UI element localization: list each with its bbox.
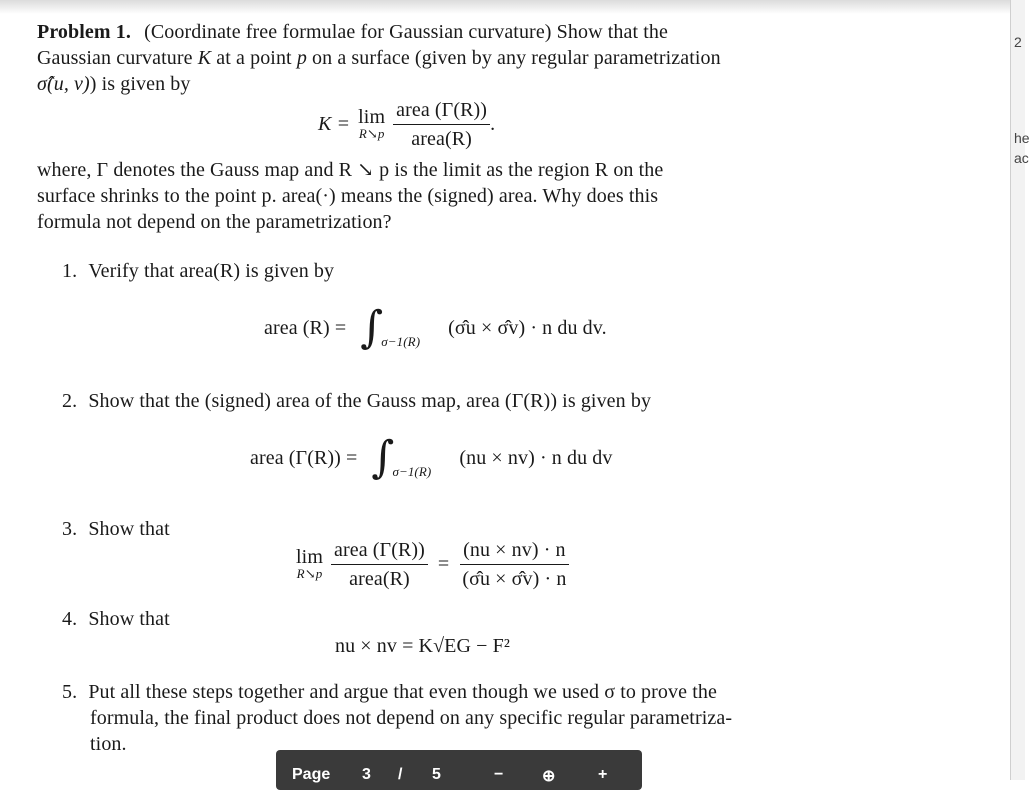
step-number: 4. [62, 608, 78, 630]
integral-sign: ∫ [360, 302, 384, 353]
limit-operator: lim R↘p [296, 546, 323, 581]
page-separator: / [398, 766, 403, 783]
where-line2: surface shrinks to the point p. area(·) means the (signed) area. Why does this [37, 185, 659, 207]
page-toolbar [276, 750, 642, 790]
step-number: 2. [62, 390, 78, 412]
zoom-out-icon[interactable]: − [494, 766, 504, 783]
step-5-line1: 5. Put all these steps together and argue that even though we used σ to prove the [62, 681, 717, 703]
step-3-text: 3. Show that [62, 518, 170, 540]
add-icon[interactable]: + [598, 766, 608, 783]
integral-sign: ∫ [371, 432, 395, 483]
step-number: 1. [62, 260, 78, 282]
problem-heading: Problem 1. [37, 21, 131, 43]
where-line1: where, Γ denotes the Gauss map and R ↘ p is the limit as the region R on the [37, 159, 664, 181]
problem-intro-line1: Problem 1. (Coordinate free formulae for Gaussian curvature) Show that the [37, 21, 668, 43]
step-4-formula: nu × nv = K√EG − F² [335, 635, 510, 657]
step-5-line2: formula, the final product does not depend on any specific regular parametriza- [90, 707, 733, 729]
top-shadow [0, 0, 1010, 14]
current-page-input[interactable]: 3 [362, 766, 371, 783]
main-formula: K = lim R↘p $\frac{\text{area (Γ(R))}}{\text{area(R)}}$ . [318, 98, 496, 150]
fraction-right: $\frac{(nu \times nv) \cdot n}{(\sigmâu \times \sigmâv) \cdot n}$ [459, 538, 569, 591]
step-3-formula: lim R↘p $\frac{\text{area (Γ(R))}}{\text{area(R)}}$ = $\frac{(nu \times nv) \cdot n}{(\sigmâu \times \sigmâv) \cdot n}$ [296, 534, 569, 594]
problem-intro-line2: Gaussian curvature K at a point p on a surface (given by any regular parametrization [37, 47, 721, 69]
fraction-left: $\frac{\text{area (Γ(R))}}{\text{area(R)}}$ [331, 538, 428, 591]
step-number: 5. [62, 681, 78, 703]
total-pages: 5 [432, 766, 441, 783]
step-1-formula: area (R) = ∫ σ−1(R) (σ̂u × σ̂v) · n du dv. [264, 302, 607, 353]
main-fraction: $\frac{\text{area (Γ(R))}}{\text{area(R)}}$ [393, 98, 490, 151]
step-5-line3: tion. [90, 733, 127, 755]
step-number: 3. [62, 518, 78, 540]
problem-intro-line3: σ̂(u, v)) is given by [37, 73, 191, 95]
step-2-text: 2. Show that the (signed) area of the Gauss map, area (Γ(R)) is given by [62, 390, 652, 412]
limit-operator: lim R↘p [358, 106, 386, 141]
zoom-in-icon[interactable]: ⊕ [542, 768, 556, 785]
side-panel: 2 he ac [1010, 0, 1025, 780]
step-2-formula: area (Γ(R)) = ∫ σ−1(R) (nu × nv) · n du dv [250, 432, 613, 483]
step-4-text: 4. Show that [62, 608, 170, 630]
page-label: Page [292, 766, 331, 783]
step-1-text: 1. Verify that area(R) is given by [62, 260, 335, 282]
where-line3: formula not depend on the parametrization? [37, 211, 392, 233]
